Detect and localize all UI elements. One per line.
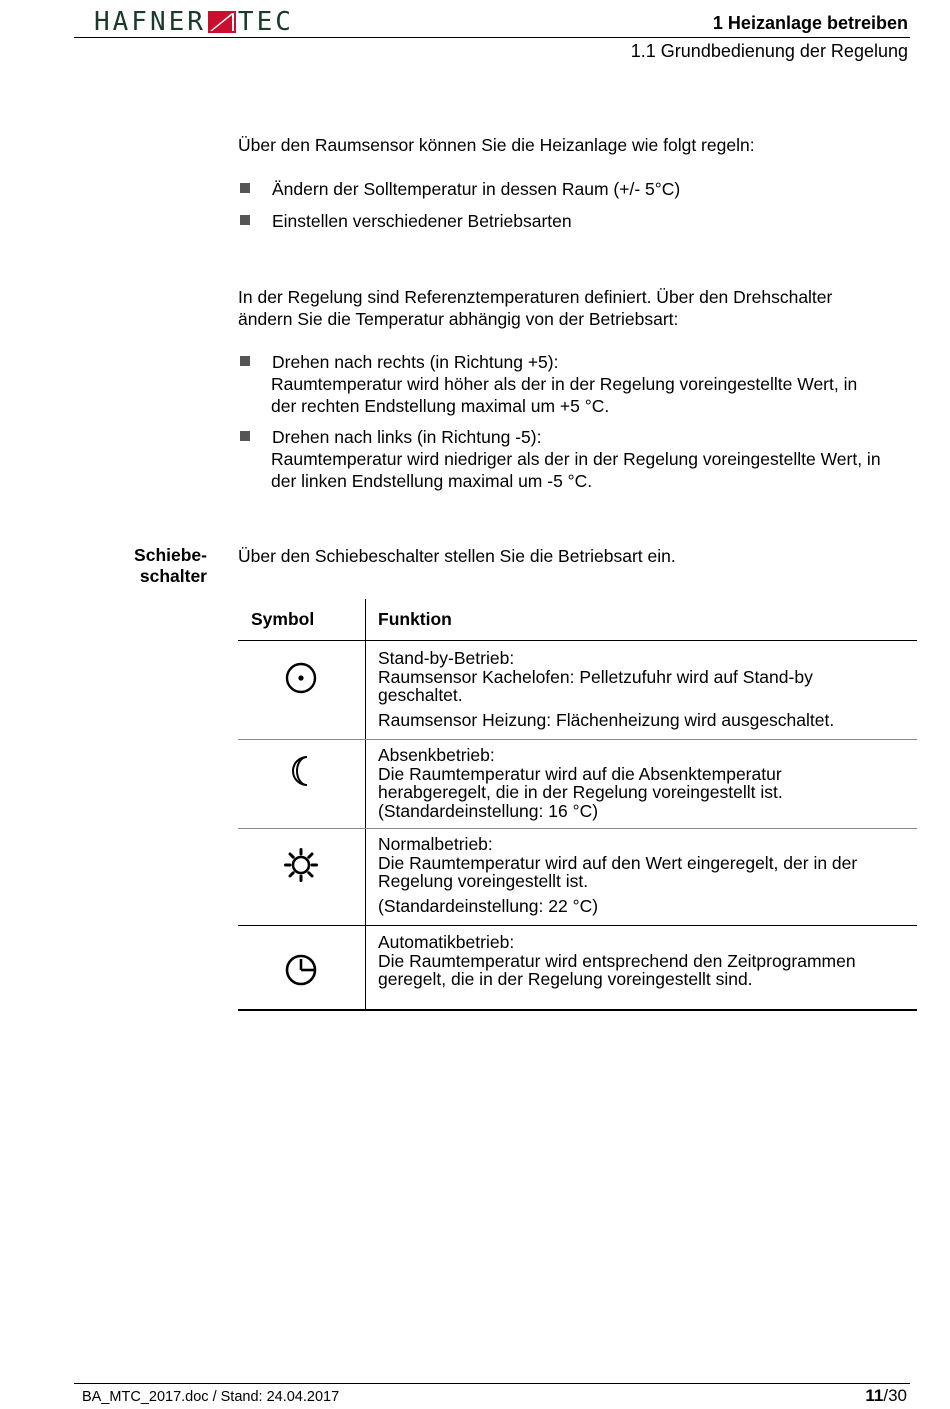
footer-divider	[74, 1383, 910, 1384]
row-line: (Standardeinstellung: 22 °C)	[378, 895, 599, 916]
company-logo	[94, 7, 294, 37]
list-item-text: Raumtemperatur wird niedriger als der in der Regelung voreingestellte Wert, in	[271, 449, 881, 469]
row-line: geregelt, die in der Regelung voreingestellt sind.	[378, 969, 753, 989]
row-text	[378, 746, 783, 820]
column-header-function: Funktion	[378, 609, 452, 629]
list-item	[238, 426, 918, 496]
standby-icon	[284, 661, 318, 695]
row-line: Raumsensor Kachelofen: Pelletzufuhr wird auf Stand-by	[378, 666, 813, 687]
row-line: Die Raumtemperatur wird entsprechend den Zeitprogrammen	[378, 950, 856, 971]
page-number	[865, 1386, 907, 1406]
bullet-square-icon	[240, 215, 250, 225]
row-line: geschaltet.	[378, 685, 463, 705]
row-line: Die Raumtemperatur wird auf den Wert eingeregelt, der in der	[378, 852, 858, 873]
row-line: Die Raumtemperatur wird auf die Absenktemperatur	[378, 763, 782, 784]
bullet-square-icon	[240, 183, 250, 193]
list-item-text: Drehen nach rechts (in Richtung +5):	[272, 352, 559, 372]
page-total: /30	[883, 1386, 907, 1405]
reference-paragraph-line: In der Regelung sind Referenztemperaturen definiert. Über den Drehschalter	[238, 287, 833, 307]
row-line: Raumsensor Heizung: Flächenheizung wird ausgeschaltet.	[378, 709, 835, 730]
margin-heading-line: schalter	[139, 566, 207, 586]
header-rule	[238, 640, 917, 641]
list-item-text: Einstellen verschiedener Betriebsarten	[272, 211, 572, 231]
page-current: 11	[865, 1386, 884, 1405]
logo-text-right: TEC	[237, 7, 294, 37]
row-title: Normalbetrieb:	[378, 834, 493, 854]
section-title: 1.1 Grundbedienung der Regelung	[630, 41, 908, 61]
row-divider	[238, 739, 917, 740]
list-item-text: der rechten Endstellung maximal um +5 °C.	[271, 396, 610, 416]
row-line: (Standardeinstellung: 16 °C)	[378, 800, 599, 821]
row-divider	[238, 925, 917, 926]
margin-heading	[134, 545, 207, 587]
chapter-title: 1 Heizanlage betreiben	[712, 13, 908, 33]
row-text	[378, 649, 834, 729]
column-divider	[365, 599, 366, 1010]
row-text	[378, 933, 856, 989]
row-title: Automatikbetrieb:	[378, 932, 515, 952]
slider-paragraph: Über den Schiebeschalter stellen Sie die Betriebsart ein.	[238, 546, 676, 566]
column-header-symbol: Symbol	[251, 609, 315, 629]
header-divider	[74, 37, 910, 38]
intro-paragraph: Über den Raumsensor können Sie die Heizanlage wie folgt regeln:	[238, 135, 755, 155]
reference-paragraph-line: ändern Sie die Temperatur abhängig von der Betriebsart:	[238, 309, 679, 329]
sun-icon	[284, 848, 318, 882]
row-title: Absenkbetrieb:	[378, 745, 495, 765]
row-line: herabgeregelt, die in der Regelung voreingestellt ist.	[378, 782, 783, 802]
row-text	[378, 835, 857, 915]
bullet-square-icon	[240, 431, 250, 441]
list-item-text: Raumtemperatur wird höher als der in der Regelung voreingestellte Wert, in	[271, 374, 858, 394]
list-item-text: der linken Endstellung maximal um -5 °C.	[271, 471, 593, 491]
logo-mark-icon	[208, 11, 236, 33]
list-item-text: Ändern der Solltemperatur in dessen Raum (+/- 5°C)	[272, 179, 681, 199]
clock-icon	[284, 953, 318, 987]
list-item-text: Drehen nach links (in Richtung -5):	[272, 427, 542, 447]
row-line: Regelung voreingestellt ist.	[378, 871, 589, 891]
bullet-square-icon	[240, 356, 250, 366]
moon-icon	[284, 754, 318, 788]
logo-text-left: HAFNER	[94, 7, 206, 37]
table-bottom-rule	[238, 1009, 917, 1011]
margin-heading-line: Schiebe-	[134, 545, 207, 565]
footer-document-info: BA_MTC_2017.doc / Stand: 24.04.2017	[82, 1389, 340, 1405]
row-title: Stand-by-Betrieb:	[378, 648, 515, 668]
list-item	[238, 351, 918, 421]
row-divider	[238, 828, 917, 829]
